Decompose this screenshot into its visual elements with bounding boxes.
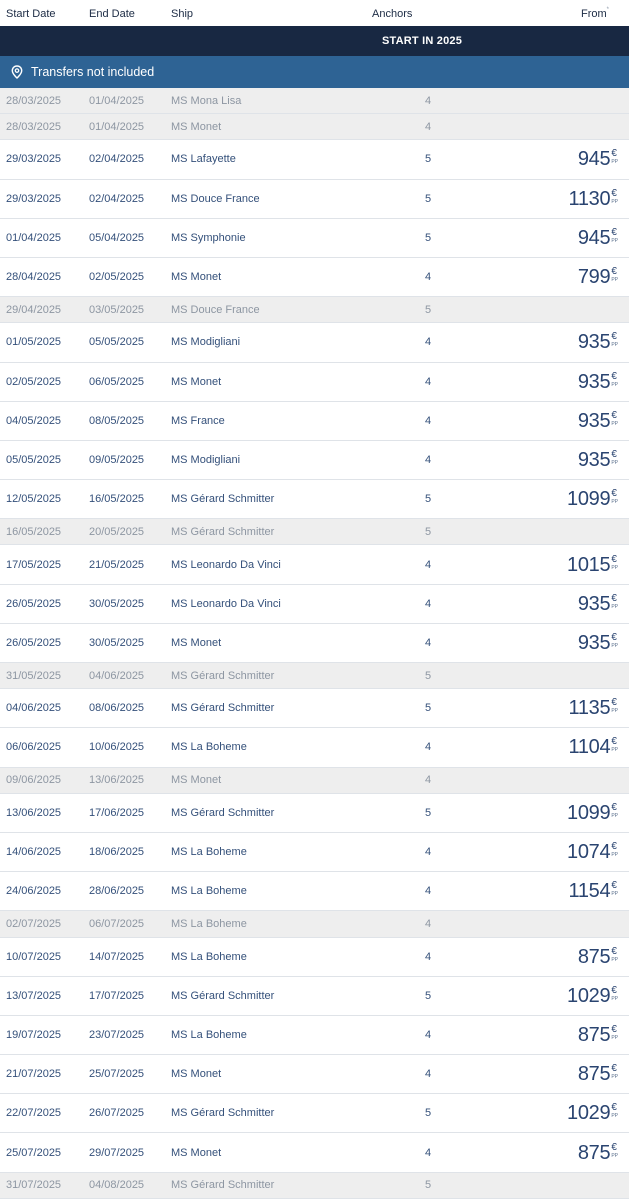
price-currency — [611, 189, 618, 205]
currency-symbol: € — [611, 448, 617, 460]
departure-row[interactable] — [0, 480, 629, 519]
departure-row[interactable] — [0, 938, 629, 977]
per-person-label: PP — [611, 459, 618, 466]
price-currency — [611, 332, 618, 348]
per-person-label: PP — [611, 499, 618, 506]
currency-symbol: € — [611, 801, 617, 813]
departure-row[interactable] — [0, 728, 629, 767]
price-currency — [611, 842, 618, 858]
transfers-notice-text: Transfers not included — [31, 65, 155, 79]
end-date: 10/06/2025 — [89, 741, 145, 754]
ship-name: MS Monet — [171, 1146, 222, 1159]
start-date: 29/04/2025 — [6, 303, 62, 316]
end-date: 29/07/2025 — [89, 1146, 145, 1159]
ship-name: MS La Boheme — [171, 741, 247, 754]
departure-row[interactable] — [0, 977, 629, 1016]
currency-symbol: € — [611, 409, 617, 421]
anchors-rating: 4 — [425, 120, 432, 133]
price[interactable] — [578, 633, 618, 653]
price[interactable] — [578, 267, 618, 287]
start-date: 04/06/2025 — [6, 702, 62, 715]
price-currency — [611, 633, 618, 649]
ship-name: MS Gérard Schmitter — [171, 1107, 275, 1120]
end-date: 01/04/2025 — [89, 94, 145, 107]
ship-name: MS Gérard Schmitter — [171, 806, 275, 819]
header-from-mark: * — [606, 7, 609, 14]
anchors-rating: 4 — [425, 1146, 432, 1159]
departure-row — [0, 114, 629, 140]
anchors-rating: 5 — [425, 153, 432, 166]
anchors-rating: 4 — [425, 1028, 432, 1041]
anchors-rating: 4 — [425, 336, 432, 349]
currency-symbol: € — [611, 1063, 617, 1075]
currency-symbol: € — [611, 331, 617, 343]
header-ship: Ship — [171, 8, 194, 20]
end-date: 06/07/2025 — [89, 917, 145, 930]
ship-name: MS Symphonie — [171, 231, 246, 244]
currency-symbol: € — [611, 880, 617, 892]
end-date: 08/05/2025 — [89, 414, 145, 427]
per-person-label: PP — [611, 891, 618, 898]
price-currency — [611, 267, 618, 283]
departure-row[interactable] — [0, 180, 629, 219]
end-date: 26/07/2025 — [89, 1107, 145, 1120]
end-date: 08/06/2025 — [89, 702, 145, 715]
price-amount: 935 — [577, 331, 611, 354]
start-date: 17/05/2025 — [6, 558, 62, 571]
anchors-rating: 4 — [425, 94, 432, 107]
price[interactable] — [578, 1025, 618, 1045]
price-currency — [611, 411, 618, 427]
price[interactable] — [567, 555, 618, 575]
per-person-label: PP — [611, 1074, 618, 1081]
price-amount: 935 — [577, 592, 611, 615]
per-person-label: PP — [611, 995, 618, 1002]
currency-symbol: € — [611, 736, 617, 748]
price-amount: 945 — [577, 148, 611, 171]
ship-name: MS Douce France — [171, 303, 260, 316]
departure-row — [0, 88, 629, 114]
ship-name: MS La Boheme — [171, 917, 247, 930]
ship-name: MS Gérard Schmitter — [171, 493, 275, 506]
anchors-rating: 5 — [425, 702, 432, 715]
price-amount: 799 — [577, 266, 611, 289]
ship-name: MS Monet — [171, 271, 222, 284]
price-amount: 1015 — [567, 553, 611, 576]
price[interactable] — [578, 594, 618, 614]
price[interactable] — [567, 1103, 618, 1123]
end-date: 04/06/2025 — [89, 669, 145, 682]
departure-row[interactable] — [0, 1133, 629, 1172]
departure-row[interactable] — [0, 219, 629, 258]
departure-row[interactable] — [0, 833, 629, 872]
header-from — [581, 8, 609, 20]
start-date: 22/07/2025 — [6, 1107, 62, 1120]
end-date: 18/06/2025 — [89, 846, 145, 859]
start-date: 01/05/2025 — [6, 336, 62, 349]
price[interactable] — [567, 803, 618, 823]
ship-name: MS La Boheme — [171, 1028, 247, 1041]
departure-row[interactable] — [0, 1094, 629, 1133]
ship-name: MS Douce France — [171, 192, 260, 205]
ship-name: MS Gérard Schmitter — [171, 989, 275, 1002]
ship-name: MS Monet — [171, 375, 222, 388]
end-date: 16/05/2025 — [89, 493, 145, 506]
price[interactable] — [578, 1064, 618, 1084]
departure-row[interactable] — [0, 323, 629, 362]
per-person-label: PP — [611, 159, 618, 166]
price-amount: 935 — [577, 409, 611, 432]
price-currency — [611, 594, 618, 610]
price-amount: 1074 — [567, 841, 611, 864]
header-from-label: From — [580, 8, 607, 20]
price-currency — [611, 1064, 618, 1080]
per-person-label: PP — [611, 642, 618, 649]
start-date: 24/06/2025 — [6, 885, 62, 898]
price[interactable] — [567, 489, 618, 509]
currency-symbol: € — [611, 370, 617, 382]
ship-name: MS Monet — [171, 636, 222, 649]
per-person-label: PP — [611, 603, 618, 610]
anchors-rating: 4 — [425, 741, 432, 754]
anchors-rating: 5 — [425, 806, 432, 819]
currency-symbol: € — [611, 488, 617, 500]
ship-name: MS Leonardo Da Vinci — [171, 597, 281, 610]
currency-symbol: € — [611, 592, 617, 604]
end-date: 05/04/2025 — [89, 231, 145, 244]
currency-symbol: € — [611, 1141, 617, 1153]
year-label: START IN 2025 — [382, 35, 463, 47]
per-person-label: PP — [611, 812, 618, 819]
currency-symbol: € — [611, 841, 617, 853]
currency-symbol: € — [611, 148, 617, 160]
start-date: 29/03/2025 — [6, 192, 62, 205]
price-currency — [611, 372, 618, 388]
price[interactable] — [569, 881, 618, 901]
price[interactable] — [578, 372, 618, 392]
price[interactable] — [578, 411, 618, 431]
header-start-date: Start Date — [6, 8, 56, 20]
anchors-rating: 4 — [425, 774, 432, 787]
departure-row[interactable] — [0, 689, 629, 728]
price-amount: 875 — [577, 1063, 611, 1086]
currency-symbol: € — [611, 984, 617, 996]
price-currency — [611, 228, 618, 244]
per-person-label: PP — [611, 747, 618, 754]
price-currency — [611, 881, 618, 897]
price-currency — [611, 803, 618, 819]
start-date: 31/07/2025 — [6, 1179, 62, 1192]
ship-name: MS Gérard Schmitter — [171, 525, 275, 538]
anchors-rating: 4 — [425, 885, 432, 898]
currency-symbol: € — [611, 697, 617, 709]
end-date: 21/05/2025 — [89, 558, 145, 571]
price-currency — [611, 149, 618, 165]
departure-row[interactable] — [0, 140, 629, 179]
departure-row — [0, 297, 629, 323]
per-person-label: PP — [611, 1034, 618, 1041]
departure-row — [0, 663, 629, 689]
start-date: 28/03/2025 — [6, 94, 62, 107]
start-date: 14/06/2025 — [6, 846, 62, 859]
currency-symbol: € — [611, 553, 617, 565]
end-date: 25/07/2025 — [89, 1068, 145, 1081]
start-date: 21/07/2025 — [6, 1068, 62, 1081]
anchors-rating: 5 — [425, 989, 432, 1002]
per-person-label: PP — [611, 277, 618, 284]
departure-row[interactable] — [0, 363, 629, 402]
anchors-rating: 4 — [425, 917, 432, 930]
price-amount: 1135 — [568, 697, 611, 720]
ship-name: MS Leonardo Da Vinci — [171, 558, 281, 571]
anchors-rating: 5 — [425, 192, 432, 205]
ship-name: MS Monet — [171, 1068, 222, 1081]
end-date: 02/04/2025 — [89, 153, 145, 166]
price-amount: 1104 — [568, 736, 611, 759]
end-date: 02/04/2025 — [89, 192, 145, 205]
header-anchors: Anchors — [372, 8, 413, 20]
price-amount: 1130 — [568, 187, 611, 210]
anchors-rating: 4 — [425, 636, 432, 649]
per-person-label: PP — [611, 237, 618, 244]
anchors-rating: 5 — [425, 303, 432, 316]
departure-row — [0, 911, 629, 937]
end-date: 09/05/2025 — [89, 453, 145, 466]
end-date: 17/07/2025 — [89, 989, 145, 1002]
anchors-rating: 4 — [425, 375, 432, 388]
start-date: 10/07/2025 — [6, 950, 62, 963]
end-date: 30/05/2025 — [89, 636, 145, 649]
currency-symbol: € — [611, 945, 617, 957]
start-date: 31/05/2025 — [6, 669, 62, 682]
start-date: 26/05/2025 — [6, 597, 62, 610]
start-date: 05/05/2025 — [6, 453, 62, 466]
header-end-date: End Date — [89, 8, 135, 20]
end-date: 04/08/2025 — [89, 1179, 145, 1192]
anchors-rating: 4 — [425, 846, 432, 859]
departures-list — [0, 88, 629, 1199]
departure-row — [0, 768, 629, 794]
ship-name: MS Gérard Schmitter — [171, 669, 275, 682]
start-date: 25/07/2025 — [6, 1146, 62, 1159]
anchors-rating: 4 — [425, 597, 432, 610]
anchors-rating: 5 — [425, 1179, 432, 1192]
per-person-label: PP — [611, 852, 618, 859]
per-person-label: PP — [611, 198, 618, 205]
ship-name: MS Modigliani — [171, 336, 241, 349]
anchors-rating: 4 — [425, 558, 432, 571]
per-person-label: PP — [611, 1152, 618, 1159]
start-date: 09/06/2025 — [6, 774, 62, 787]
price[interactable] — [569, 189, 618, 209]
anchors-rating: 5 — [425, 231, 432, 244]
ship-name: MS La Boheme — [171, 885, 247, 898]
start-date: 04/05/2025 — [6, 414, 62, 427]
currency-symbol: € — [611, 187, 617, 199]
departure-row[interactable] — [0, 545, 629, 584]
price[interactable] — [567, 842, 618, 862]
anchors-rating: 5 — [425, 525, 432, 538]
per-person-label: PP — [611, 342, 618, 349]
end-date: 05/05/2025 — [89, 336, 145, 349]
ship-name: MS Gérard Schmitter — [171, 1179, 275, 1192]
start-date: 28/03/2025 — [6, 120, 62, 133]
price-currency — [611, 555, 618, 571]
ship-name: MS La Boheme — [171, 950, 247, 963]
price-amount: 1029 — [567, 984, 611, 1007]
price-amount: 1154 — [568, 880, 611, 903]
start-date: 19/07/2025 — [6, 1028, 62, 1041]
start-date: 01/04/2025 — [6, 231, 62, 244]
price-amount: 935 — [577, 448, 611, 471]
price-currency — [611, 1143, 618, 1159]
price-currency — [611, 1025, 618, 1041]
end-date: 23/07/2025 — [89, 1028, 145, 1041]
anchors-rating: 5 — [425, 1107, 432, 1120]
start-date: 02/05/2025 — [6, 375, 62, 388]
price-currency — [611, 737, 618, 753]
start-date: 02/07/2025 — [6, 917, 62, 930]
price-amount: 875 — [577, 1023, 611, 1046]
ship-name: MS La Boheme — [171, 846, 247, 859]
price[interactable] — [578, 1143, 618, 1163]
departure-row[interactable] — [0, 794, 629, 833]
end-date: 17/06/2025 — [89, 806, 145, 819]
anchors-rating: 4 — [425, 271, 432, 284]
location-pin-icon — [11, 65, 23, 82]
per-person-label: PP — [611, 1113, 618, 1120]
ship-name: MS Monet — [171, 120, 222, 133]
end-date: 30/05/2025 — [89, 597, 145, 610]
price[interactable] — [578, 228, 618, 248]
price[interactable] — [578, 450, 618, 470]
table-header — [0, 0, 629, 26]
price[interactable] — [578, 149, 618, 169]
price[interactable] — [569, 698, 618, 718]
price[interactable] — [578, 332, 618, 352]
currency-symbol: € — [611, 226, 617, 238]
anchors-rating: 4 — [425, 453, 432, 466]
departure-row[interactable] — [0, 1055, 629, 1094]
currency-symbol: € — [611, 1023, 617, 1035]
per-person-label: PP — [611, 708, 618, 715]
price-currency — [611, 986, 618, 1002]
anchors-rating: 5 — [425, 493, 432, 506]
departure-row[interactable] — [0, 1016, 629, 1055]
ship-name: MS Mona Lisa — [171, 94, 242, 107]
departure-row — [0, 1173, 629, 1199]
price[interactable] — [567, 986, 618, 1006]
anchors-rating: 4 — [425, 950, 432, 963]
price-amount: 875 — [577, 1141, 611, 1164]
currency-symbol: € — [611, 1102, 617, 1114]
end-date: 13/06/2025 — [89, 774, 145, 787]
start-date: 26/05/2025 — [6, 636, 62, 649]
departure-row[interactable] — [0, 585, 629, 624]
start-date: 13/06/2025 — [6, 806, 62, 819]
start-date: 12/05/2025 — [6, 493, 62, 506]
anchors-rating: 4 — [425, 1068, 432, 1081]
start-date: 28/04/2025 — [6, 271, 62, 284]
departure-row[interactable] — [0, 624, 629, 663]
end-date: 02/05/2025 — [89, 271, 145, 284]
year-group-header — [0, 26, 629, 56]
currency-symbol: € — [611, 266, 617, 278]
ship-name: MS Gérard Schmitter — [171, 702, 275, 715]
price-amount: 935 — [577, 631, 611, 654]
departure-row[interactable] — [0, 441, 629, 480]
end-date: 28/06/2025 — [89, 885, 145, 898]
end-date: 06/05/2025 — [89, 375, 145, 388]
departure-row[interactable] — [0, 402, 629, 441]
price-currency — [611, 489, 618, 505]
price-currency — [611, 450, 618, 466]
start-date: 06/06/2025 — [6, 741, 62, 754]
end-date: 03/05/2025 — [89, 303, 145, 316]
price-amount: 945 — [577, 226, 611, 249]
price-currency — [611, 698, 618, 714]
price-amount: 875 — [577, 945, 611, 968]
departure-row — [0, 519, 629, 545]
end-date: 20/05/2025 — [89, 525, 145, 538]
transfers-notice — [0, 56, 629, 88]
start-date: 13/07/2025 — [6, 989, 62, 1002]
start-date: 29/03/2025 — [6, 153, 62, 166]
per-person-label: PP — [611, 381, 618, 388]
per-person-label: PP — [611, 564, 618, 571]
end-date: 01/04/2025 — [89, 120, 145, 133]
departure-row[interactable] — [0, 872, 629, 911]
price-amount: 1099 — [567, 488, 611, 511]
anchors-rating: 4 — [425, 414, 432, 427]
price-currency — [611, 947, 618, 963]
ship-name: MS Lafayette — [171, 153, 236, 166]
ship-name: MS France — [171, 414, 225, 427]
price-amount: 1099 — [567, 801, 611, 824]
ship-name: MS Monet — [171, 774, 222, 787]
ship-name: MS Modigliani — [171, 453, 241, 466]
start-date: 16/05/2025 — [6, 525, 62, 538]
price-currency — [611, 1103, 618, 1119]
price[interactable] — [569, 737, 618, 757]
anchors-rating: 5 — [425, 669, 432, 682]
currency-symbol: € — [611, 631, 617, 643]
end-date: 14/07/2025 — [89, 950, 145, 963]
departure-row[interactable] — [0, 258, 629, 297]
price[interactable] — [578, 947, 618, 967]
price-amount: 935 — [577, 370, 611, 393]
per-person-label: PP — [611, 956, 618, 963]
price-amount: 1029 — [567, 1102, 611, 1125]
per-person-label: PP — [611, 420, 618, 427]
